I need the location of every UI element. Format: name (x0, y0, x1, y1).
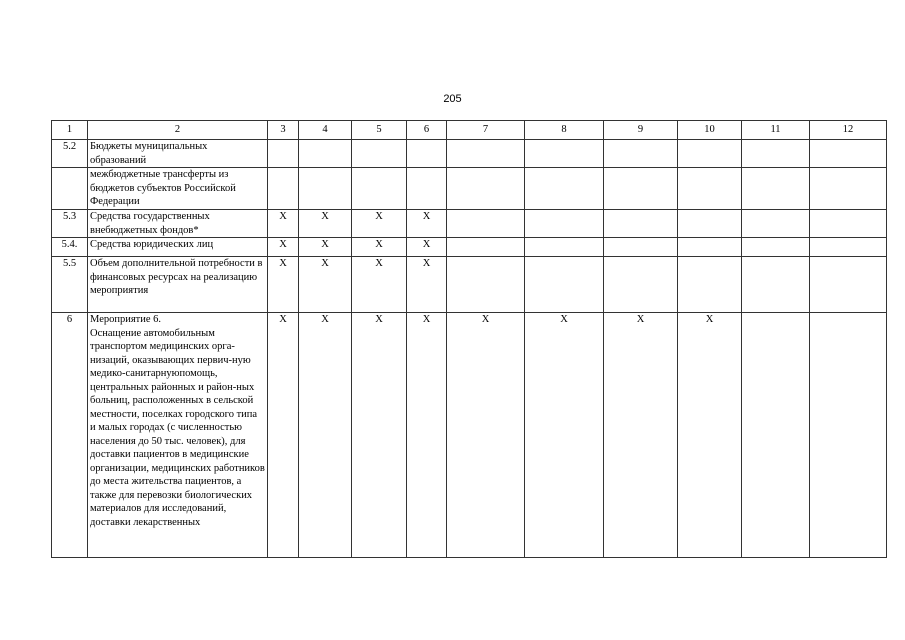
value-cell (742, 313, 810, 558)
value-cell (447, 210, 525, 238)
value-cell (352, 168, 407, 210)
header-cell: 7 (447, 121, 525, 140)
row-number: 5.4. (52, 238, 88, 257)
header-cell: 11 (742, 121, 810, 140)
table-row (52, 168, 887, 210)
value-cell (525, 168, 604, 210)
value-cell: X (525, 313, 604, 558)
value-cell: X (268, 210, 299, 238)
table-row (52, 238, 887, 257)
value-cell (810, 210, 887, 238)
page-number: 205 (443, 93, 462, 105)
value-cell (447, 257, 525, 313)
value-cell (678, 257, 742, 313)
header-cell: 5 (352, 121, 407, 140)
value-cell (742, 210, 810, 238)
row-number (52, 168, 88, 210)
value-cell (678, 238, 742, 257)
value-cell (604, 238, 678, 257)
budget-table (51, 120, 887, 558)
value-cell (525, 238, 604, 257)
header-cell: 3 (268, 121, 299, 140)
value-cell (604, 210, 678, 238)
value-cell: X (352, 210, 407, 238)
value-cell: X (352, 257, 407, 313)
value-cell (268, 140, 299, 168)
value-cell: X (678, 313, 742, 558)
table-header-row (52, 121, 887, 140)
row-description: Объем дополнительной потребности в финансовых ресурсах на реализацию мероприятия (88, 257, 268, 313)
value-cell (810, 313, 887, 558)
value-cell (810, 168, 887, 210)
row-description: Средства государственных внебюджетных фондов* (88, 210, 268, 238)
value-cell (525, 140, 604, 168)
value-cell: X (407, 257, 447, 313)
value-cell (742, 238, 810, 257)
value-cell (604, 140, 678, 168)
row-number: 5.3 (52, 210, 88, 238)
value-cell (678, 140, 742, 168)
value-cell (604, 257, 678, 313)
value-cell: X (299, 313, 352, 558)
value-cell (742, 168, 810, 210)
table-row (52, 257, 887, 313)
row-number: 5.2 (52, 140, 88, 168)
header-cell: 1 (52, 121, 88, 140)
value-cell: X (407, 313, 447, 558)
value-cell (407, 168, 447, 210)
value-cell: X (352, 313, 407, 558)
value-cell (742, 257, 810, 313)
value-cell: X (299, 257, 352, 313)
row-number: 5.5 (52, 257, 88, 313)
value-cell (352, 140, 407, 168)
value-cell (299, 140, 352, 168)
value-cell: X (299, 238, 352, 257)
header-cell: 10 (678, 121, 742, 140)
value-cell (447, 238, 525, 257)
value-cell: X (447, 313, 525, 558)
value-cell (678, 210, 742, 238)
table-row (52, 140, 887, 168)
value-cell (810, 238, 887, 257)
table-row (52, 210, 887, 238)
header-cell: 6 (407, 121, 447, 140)
header-cell: 9 (604, 121, 678, 140)
value-cell (299, 168, 352, 210)
value-cell (604, 168, 678, 210)
value-cell: X (268, 257, 299, 313)
header-cell: 2 (88, 121, 268, 140)
value-cell (810, 257, 887, 313)
value-cell: X (268, 238, 299, 257)
value-cell (268, 168, 299, 210)
value-cell (525, 210, 604, 238)
value-cell: X (268, 313, 299, 558)
value-cell: X (407, 210, 447, 238)
row-number: 6 (52, 313, 88, 558)
value-cell (447, 168, 525, 210)
value-cell (810, 140, 887, 168)
value-cell (678, 168, 742, 210)
row-description: Средства юридических лиц (88, 238, 268, 257)
table-row (52, 313, 887, 558)
value-cell: X (604, 313, 678, 558)
row-description: межбюджетные трансферты из бюджетов субъектов Российской Федерации (88, 168, 268, 210)
value-cell (742, 140, 810, 168)
value-cell (525, 257, 604, 313)
header-cell: 12 (810, 121, 887, 140)
header-cell: 4 (299, 121, 352, 140)
value-cell: X (407, 238, 447, 257)
header-cell: 8 (525, 121, 604, 140)
row-description: Мероприятие 6. Оснащение автомобильным транспортом медицинских орга-низаций, оказывающих первич-ную медико-санитарнуюпомощь, центральных районных и район-ных больниц, расположенных в сельской местности, поселках городского типа и малых городах (с численностью населения до 50 тыс. человек), для доставки пациентов в медицинские организации, медицинских работников до места жительства пациентов, а также для перевозки биологических материалов для исследований, доставки лекарственных (88, 313, 268, 558)
value-cell (407, 140, 447, 168)
row-description: Бюджеты муниципальных образований (88, 140, 268, 168)
value-cell: X (352, 238, 407, 257)
value-cell: X (299, 210, 352, 238)
value-cell (447, 140, 525, 168)
